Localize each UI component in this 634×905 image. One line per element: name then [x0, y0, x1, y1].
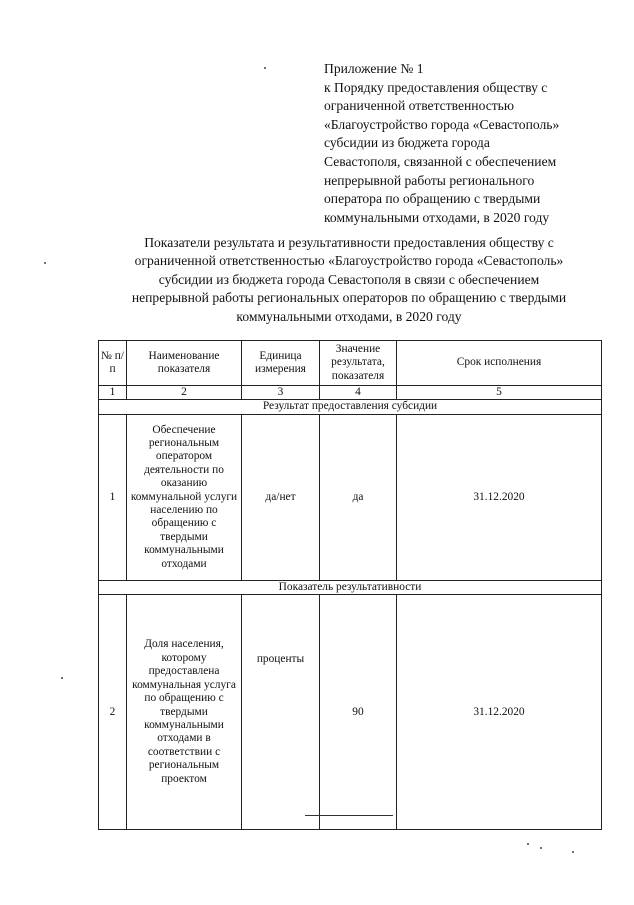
table-row — [99, 414, 602, 580]
appendix-line: «Благоустройство города «Севастополь» — [324, 116, 560, 132]
appendix-line: к Порядку предоставления обществу с — [324, 79, 548, 95]
section-row — [99, 580, 602, 594]
appendix-line: непрерывной работы регионального — [324, 172, 535, 188]
appendix-line: оператора по обращению с твердыми — [324, 191, 541, 207]
appendix-line: субсидии из бюджета города — [324, 135, 490, 151]
row-num: 1 — [99, 414, 127, 580]
row-value: 90 — [320, 595, 397, 830]
scan-speck — [264, 67, 266, 69]
scan-speck — [572, 851, 574, 853]
table-row — [99, 595, 602, 830]
row-value: да — [320, 414, 397, 580]
column-number: 5 — [397, 386, 602, 400]
row-num: 2 — [99, 595, 127, 830]
column-number: 4 — [320, 386, 397, 400]
header-deadline: Срок исполнения — [397, 341, 602, 386]
row-name: Обеспечение региональным оператором деятельности по оказанию коммунальной услуги населению по обращению с твердыми коммунальными отходами — [127, 414, 242, 580]
row-deadline: 31.12.2020 — [397, 595, 602, 830]
appendix-line: ограниченной ответственностью — [324, 98, 515, 114]
appendix-line: коммунальными отходами, в 2020 году — [324, 209, 550, 225]
column-number: 2 — [127, 386, 242, 400]
section-row — [99, 400, 602, 414]
scan-speck — [527, 843, 529, 845]
title-line: субсидии из бюджета города Севастополя в связи с обеспечением — [158, 271, 540, 287]
title-line: непрерывной работы региональных операторов по обращению с твердыми — [131, 290, 567, 306]
appendix-line: Приложение № 1 — [324, 61, 424, 76]
appendix-header — [324, 60, 624, 227]
header-name: Наименование показателя — [127, 341, 242, 386]
header-num: № п/п — [99, 341, 127, 386]
row-unit: да/нет — [242, 414, 320, 580]
row-name: Доля населения, которому предоставлена коммунальная услуга по обращению с твердыми коммунальными отходами в соответствии с региональным проектом — [127, 595, 242, 830]
document-title — [60, 234, 634, 326]
header-unit: Единица измерения — [242, 341, 320, 386]
header-value: Значение результата, показателя — [320, 341, 397, 386]
scan-speck — [540, 847, 542, 849]
scan-speck — [44, 262, 46, 264]
indicators-table — [98, 340, 602, 830]
column-number-row — [99, 386, 602, 400]
section-effectiveness-title: Показатель результативности — [99, 580, 602, 594]
title-line: Показатели результата и результативности предоставления обществу с — [144, 235, 554, 250]
column-number: 3 — [242, 386, 320, 400]
column-number: 1 — [99, 386, 127, 400]
scan-speck — [61, 677, 63, 679]
signature-divider — [305, 815, 393, 816]
row-deadline: 31.12.2020 — [397, 414, 602, 580]
table-header-row — [99, 341, 602, 386]
section-result-title: Результат предоставления субсидии — [99, 400, 602, 414]
title-line: ограниченной ответственностью «Благоустройство города «Севастополь» — [134, 253, 564, 269]
row-unit: проценты — [242, 595, 320, 830]
appendix-line: Севастополя, связанной с обеспечением — [324, 153, 557, 169]
title-line: коммунальными отходами, в 2020 году — [236, 308, 462, 324]
